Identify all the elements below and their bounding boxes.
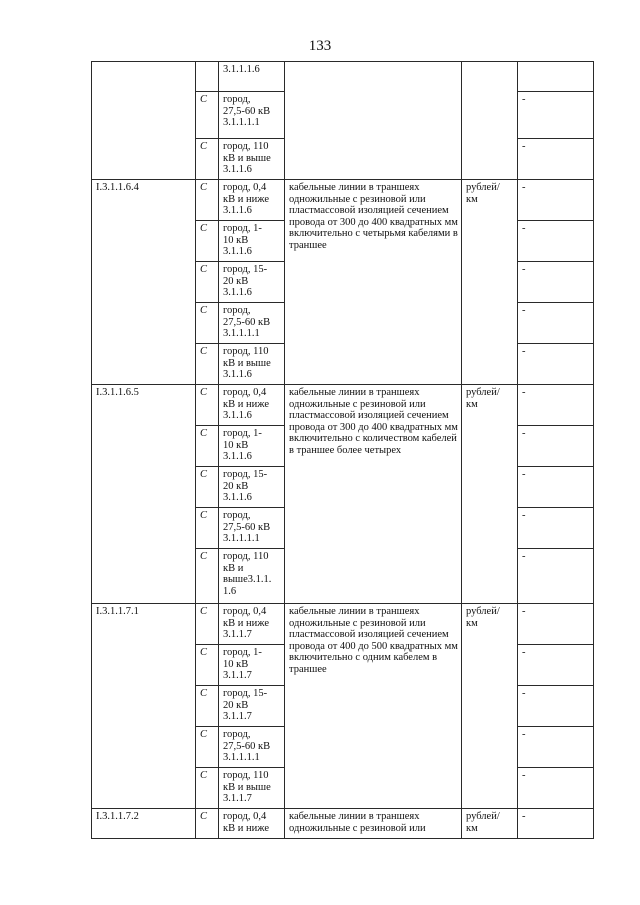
sign-cell: С [196,385,219,426]
code-cell: I.3.1.1.7.1 [92,604,196,809]
value-cell [518,62,594,92]
value-cell: - [518,221,594,262]
region-cell: город, 110 кВ и выше3.1.1. 1.6 [219,549,285,604]
sign-cell: С [196,139,219,180]
unit-cell [462,62,518,180]
code-cell: I.3.1.1.6.5 [92,385,196,604]
value-cell: - [518,385,594,426]
page-number: 133 [308,38,332,54]
value-cell: - [518,92,594,139]
tariff-table [91,61,594,839]
sign-cell: С [196,809,219,839]
region-cell: город, 1- 10 кВ 3.1.1.7 [219,645,285,686]
sign-cell: С [196,768,219,809]
sign-cell [196,62,219,92]
region-cell: город, 1- 10 кВ 3.1.1.6 [219,221,285,262]
code-cell [92,62,196,180]
value-cell: - [518,467,594,508]
unit-cell: рублей/ км [462,809,518,839]
region-cell: город, 15- 20 кВ 3.1.1.6 [219,467,285,508]
region-cell: город, 110 кВ и выше 3.1.1.6 [219,139,285,180]
region-cell: город, 27,5-60 кВ 3.1.1.1.1 [219,303,285,344]
region-cell: город, 0,4 кВ и ниже [219,809,285,839]
region-cell: город, 0,4 кВ и ниже 3.1.1.6 [219,180,285,221]
sign-cell: С [196,508,219,549]
region-cell: город, 27,5-60 кВ 3.1.1.1.1 [219,727,285,768]
region-cell: город, 15- 20 кВ 3.1.1.7 [219,686,285,727]
region-cell: город, 27,5-60 кВ 3.1.1.1.1 [219,508,285,549]
value-cell: - [518,604,594,645]
region-cell: город, 15- 20 кВ 3.1.1.6 [219,262,285,303]
sign-cell: С [196,426,219,467]
sign-cell: С [196,645,219,686]
sign-cell: С [196,303,219,344]
code-cell: I.3.1.1.6.4 [92,180,196,385]
unit-cell: рублей/ км [462,604,518,809]
sign-cell: С [196,727,219,768]
region-cell: город, 0,4 кВ и ниже 3.1.1.6 [219,385,285,426]
table-row [92,604,594,645]
value-cell: - [518,262,594,303]
value-cell: - [518,508,594,549]
region-cell: город, 27,5-60 кВ 3.1.1.1.1 [219,92,285,139]
description-cell: кабельные линии в траншеях одножильные с резиновой или пластмассовой изоляцией сечением провода от 300 до 400 квадратных мм включительно с количеством кабелей в траншее более четырех [285,385,462,604]
value-cell: - [518,303,594,344]
sign-cell: С [196,92,219,139]
value-cell: - [518,768,594,809]
description-cell: кабельные линии в траншеях одножильные с резиновой или [285,809,462,839]
table-row [92,62,594,92]
table-row [92,809,594,839]
region-cell: город, 1- 10 кВ 3.1.1.6 [219,426,285,467]
sign-cell: С [196,344,219,385]
description-cell: кабельные линии в траншеях одножильные с резиновой или пластмассовой изоляцией сечением провода от 300 до 400 квадратных мм включительно с четырьмя кабелями в траншее [285,180,462,385]
region-cell: город, 110 кВ и выше 3.1.1.6 [219,344,285,385]
value-cell: - [518,139,594,180]
description-cell: кабельные линии в траншеях одножильные с резиновой или пластмассовой изоляцией сечением провода от 400 до 500 квадратных мм включительно с одним кабелем в траншее [285,604,462,809]
unit-cell: рублей/ км [462,385,518,604]
sign-cell: С [196,467,219,508]
sign-cell: С [196,262,219,303]
value-cell: - [518,645,594,686]
description-cell [285,62,462,180]
table-row [92,385,594,426]
value-cell: - [518,180,594,221]
value-cell: - [518,809,594,839]
value-cell: - [518,727,594,768]
table-row [92,180,594,221]
sign-cell: С [196,221,219,262]
code-cell: I.3.1.1.7.2 [92,809,196,839]
region-cell: город, 0,4 кВ и ниже 3.1.1.7 [219,604,285,645]
sign-cell: С [196,180,219,221]
value-cell: - [518,426,594,467]
unit-cell: рублей/ км [462,180,518,385]
sign-cell: С [196,549,219,604]
region-cell: город, 110 кВ и выше 3.1.1.7 [219,768,285,809]
sign-cell: С [196,604,219,645]
region-cell: 3.1.1.1.6 [219,62,285,92]
value-cell: - [518,549,594,604]
sign-cell: С [196,686,219,727]
value-cell: - [518,344,594,385]
value-cell: - [518,686,594,727]
